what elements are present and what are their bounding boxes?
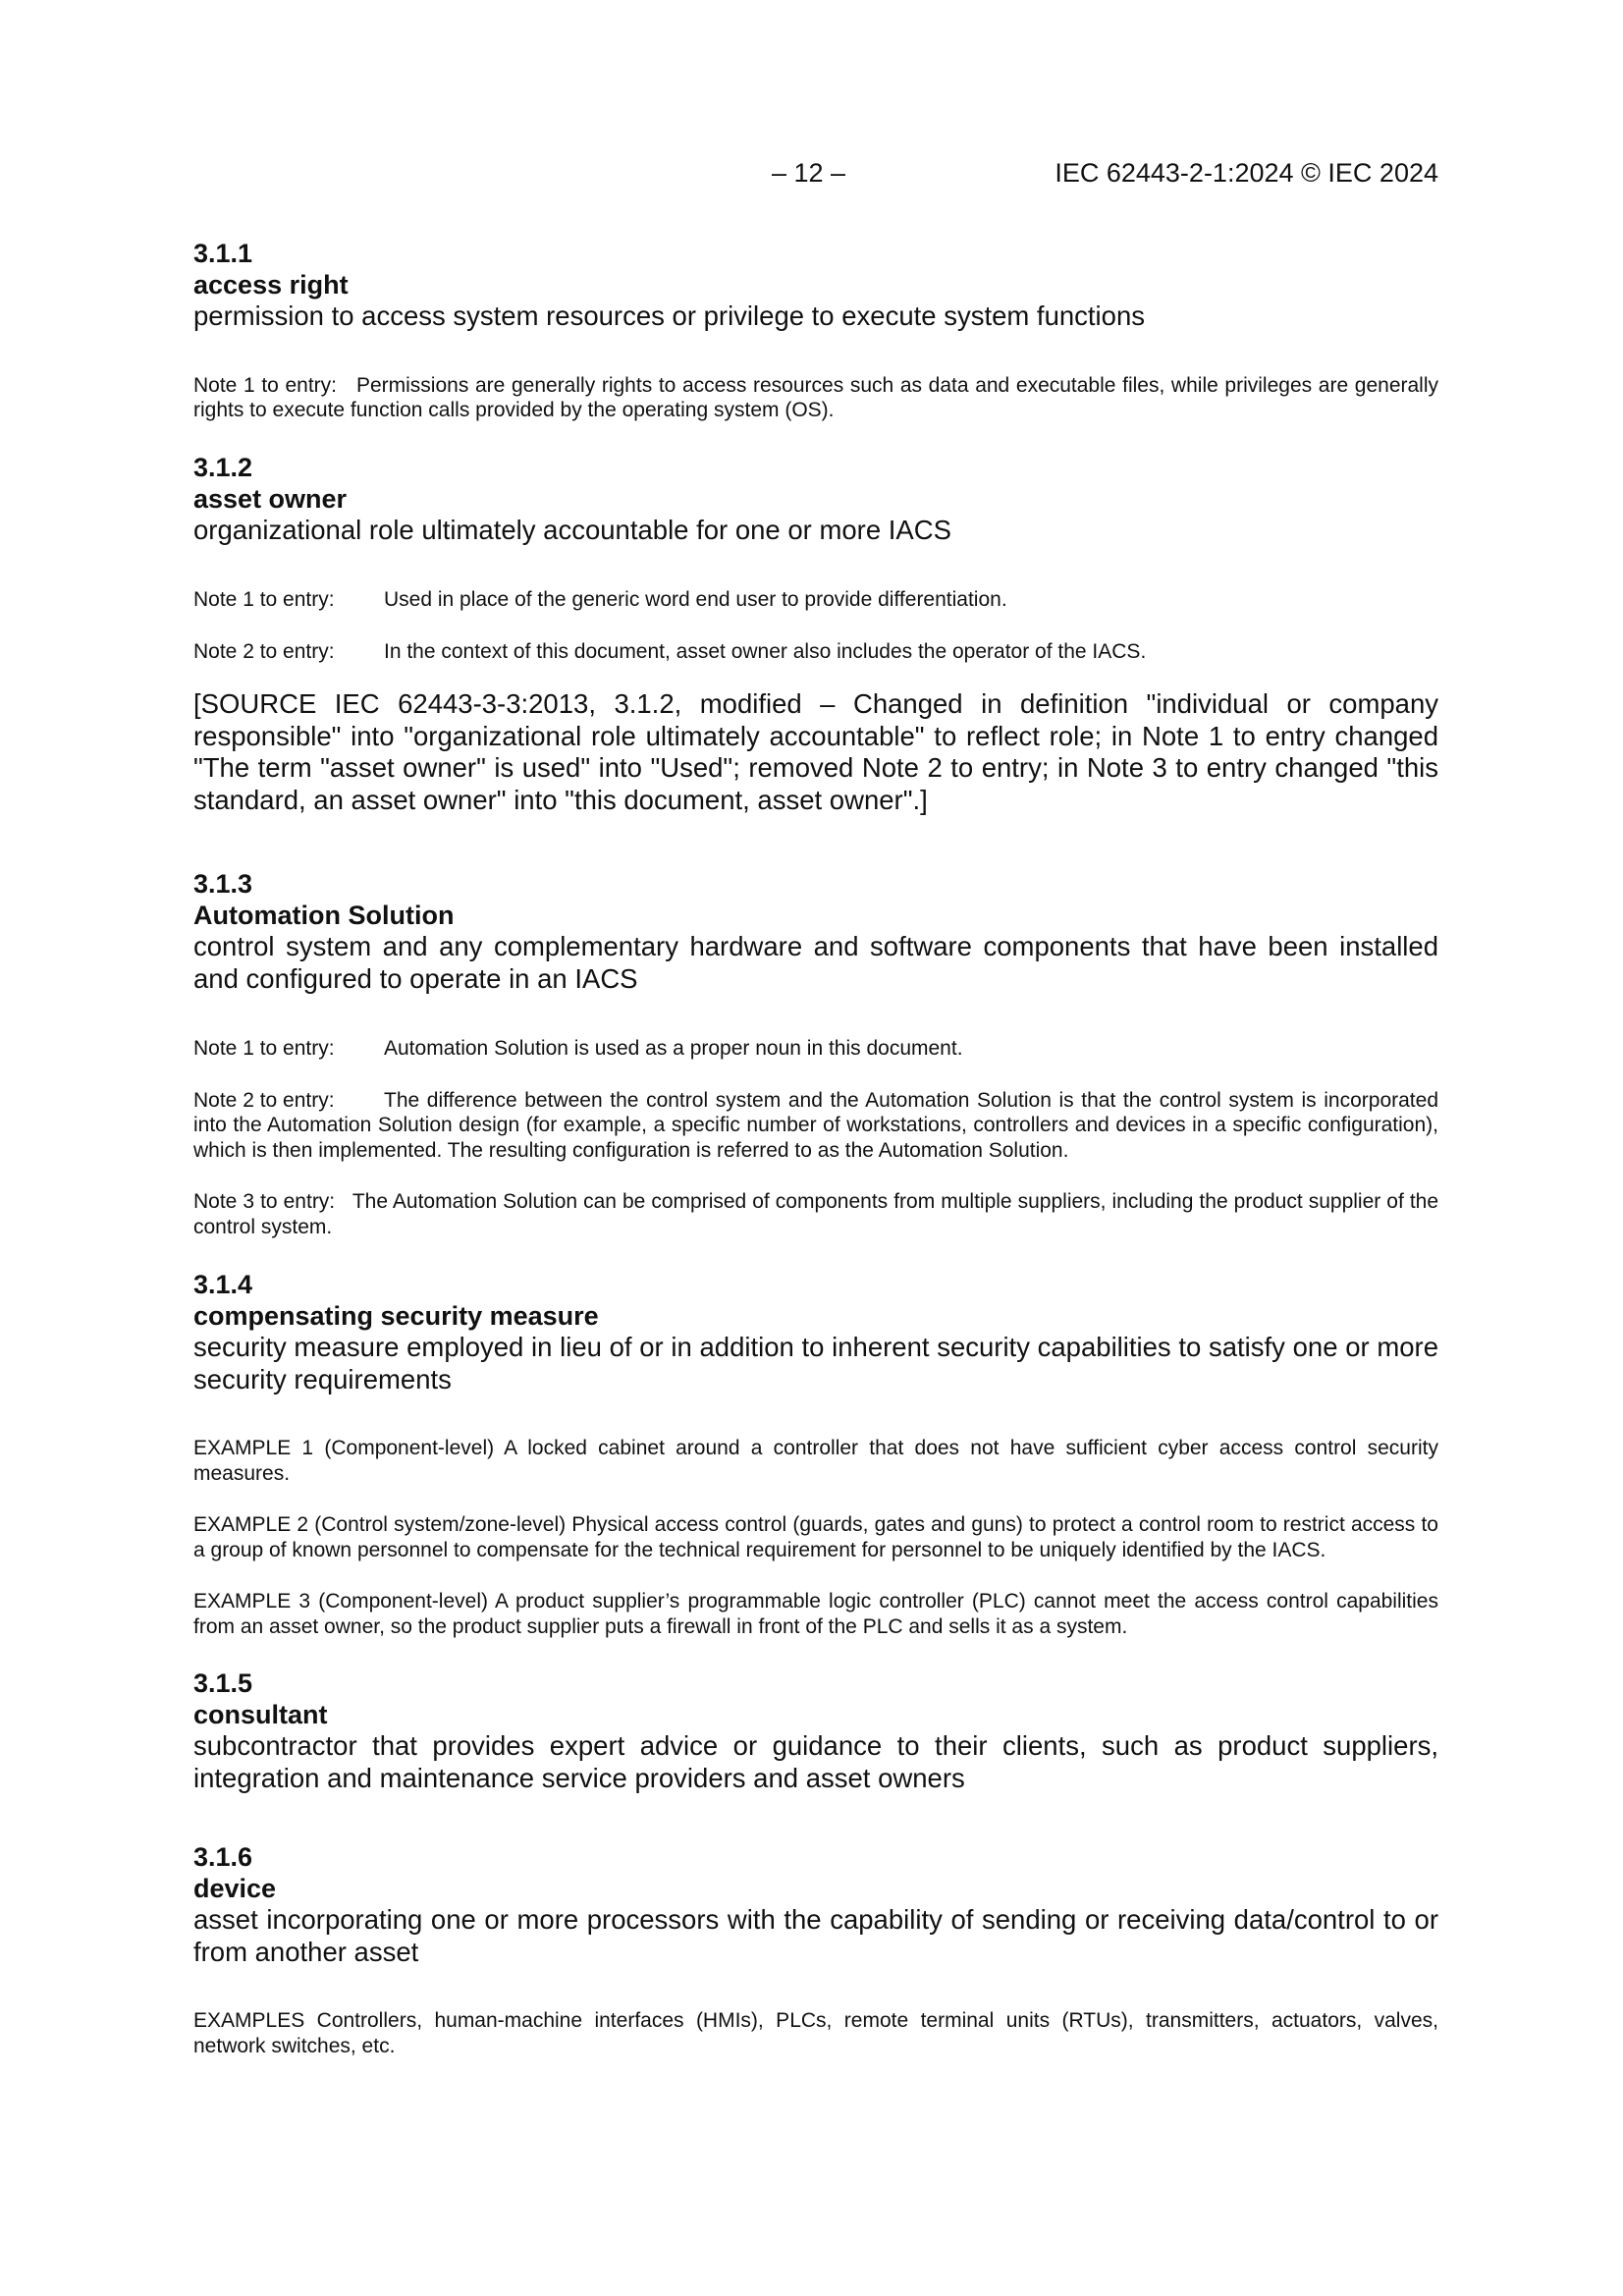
note-to-entry bbox=[193, 639, 1438, 665]
term-entry-3-1-2 bbox=[193, 452, 1438, 817]
term-definition: control system and any complementary hardware and software components that have been installed and configured to operate in an IACS bbox=[193, 931, 1438, 994]
note-to-entry bbox=[193, 1189, 1438, 1239]
term-name: asset owner bbox=[193, 483, 348, 514]
example-text: (Component-level) A locked cabinet around a controller that does not have sufficient cyber access control security measures. bbox=[193, 1437, 1438, 1485]
note-text: Used in place of the generic word end user to provide differentiation. bbox=[384, 588, 1007, 611]
note-text: The difference between the control system and the Automation Solution is that the control system is incorporated into the Automation Solution design (for example, a specific number of workstations, controllers and devices in a specific configuration), which is then implemented. The resulting configuration is referred to as the Automation Solution. bbox=[193, 1088, 1438, 1162]
term-number: 3.1.5 bbox=[193, 1668, 253, 1698]
term-name: access right bbox=[193, 270, 349, 300]
term-entry-3-1-1 bbox=[193, 238, 1438, 423]
example-text: Controllers, human-machine interfaces (HMIs), PLCs, remote terminal units (RTUs), transmitters, actuators, valves, network switches, etc. bbox=[193, 2009, 1438, 2057]
note-label: Note 1 to entry: bbox=[193, 1037, 335, 1060]
term-name: Automation Solution bbox=[193, 901, 455, 930]
note-text: Permissions are generally rights to access resources such as data and executable files, while privileges are generally rights to execute function calls provided by the operating system (OS). bbox=[193, 373, 1439, 421]
example bbox=[193, 1512, 1438, 1562]
note-to-entry bbox=[193, 1036, 1438, 1062]
note-text: Automation Solution is used as a proper noun in this document. bbox=[384, 1037, 963, 1060]
term-definition: subcontractor that provides expert advice or guidance to their clients, such as product suppliers, integration and maintenance service providers and asset owners bbox=[193, 1730, 1438, 1793]
term-definition: security measure employed in lieu of or in addition to inherent security capabilities to satisfy one or more security requirements bbox=[193, 1332, 1438, 1394]
document-id: IEC 62443-2-1:2024 © IEC 2024 bbox=[1055, 158, 1438, 188]
term-entry-3-1-5 bbox=[193, 1667, 1438, 1794]
example bbox=[193, 2008, 1438, 2058]
page-number: – 12 – bbox=[772, 158, 846, 188]
term-definition: organizational role ultimately accountable for one or more IACS bbox=[193, 514, 951, 545]
term-name: device bbox=[193, 1874, 277, 1903]
term-name: compensating security measure bbox=[193, 1301, 599, 1331]
note-label: Note 1 to entry: bbox=[193, 588, 335, 611]
term-entry-3-1-6 bbox=[193, 1841, 1438, 2058]
note-label: Note 2 to entry: bbox=[193, 639, 335, 663]
example-label: EXAMPLE 2 bbox=[193, 1513, 309, 1536]
note-to-entry bbox=[193, 1088, 1438, 1164]
definitions-content bbox=[193, 238, 1438, 2058]
term-number: 3.1.6 bbox=[193, 1842, 253, 1872]
example-label: EXAMPLE 3 bbox=[193, 1590, 311, 1613]
note-to-entry bbox=[193, 587, 1438, 613]
term-entry-3-1-3 bbox=[193, 868, 1438, 1239]
term-number: 3.1.2 bbox=[193, 452, 253, 482]
example-label: EXAMPLE 1 bbox=[193, 1437, 314, 1459]
term-name: consultant bbox=[193, 1700, 328, 1729]
term-entry-3-1-4 bbox=[193, 1269, 1438, 1639]
term-number: 3.1.4 bbox=[193, 1270, 253, 1299]
note-label: Note 3 to entry: bbox=[193, 1190, 336, 1213]
note-label: Note 1 to entry: bbox=[193, 373, 338, 397]
term-number: 3.1.1 bbox=[193, 239, 253, 268]
note-text: The Automation Solution can be comprised of components from multiple suppliers, including the product supplier of the control system. bbox=[193, 1190, 1439, 1238]
term-definition: asset incorporating one or more processors with the capability of sending or receiving data/control to or from another asset bbox=[193, 1904, 1438, 1967]
term-number: 3.1.3 bbox=[193, 869, 253, 899]
source-citation: [SOURCE IEC 62443-3-3:2013, 3.1.2, modified – Changed in definition "individual or company responsible" into "organizational role ultimately accountable" to reflect role; in Note 1 to entry changed "The term "asset owner" is used" into "Used"; removed Note 2 to entry; in Note 3 to entry changed "this standard, an asset owner" into "this document, asset owner".] bbox=[193, 688, 1438, 815]
term-definition: permission to access system resources or privilege to execute system functions bbox=[193, 301, 1145, 331]
note-text: In the context of this document, asset owner also includes the operator of the IACS. bbox=[384, 639, 1147, 663]
example-text: (Component-level) A product supplier’s programmable logic controller (PLC) cannot meet the access control capabilities from an asset owner, so the product supplier puts a firewall in front of the PLC and sells it as a system. bbox=[193, 1590, 1438, 1638]
example-text: (Control system/zone-level) Physical access control (guards, gates and guns) to protect a control room to restrict access to a group of known personnel to compensate for the technical requirement for personnel to be uniquely identified by the IACS. bbox=[193, 1513, 1438, 1561]
example-label: EXAMPLES bbox=[193, 2009, 305, 2032]
note-label: Note 2 to entry: bbox=[193, 1088, 335, 1112]
note-to-entry bbox=[193, 373, 1438, 423]
example bbox=[193, 1589, 1438, 1639]
example bbox=[193, 1436, 1438, 1486]
